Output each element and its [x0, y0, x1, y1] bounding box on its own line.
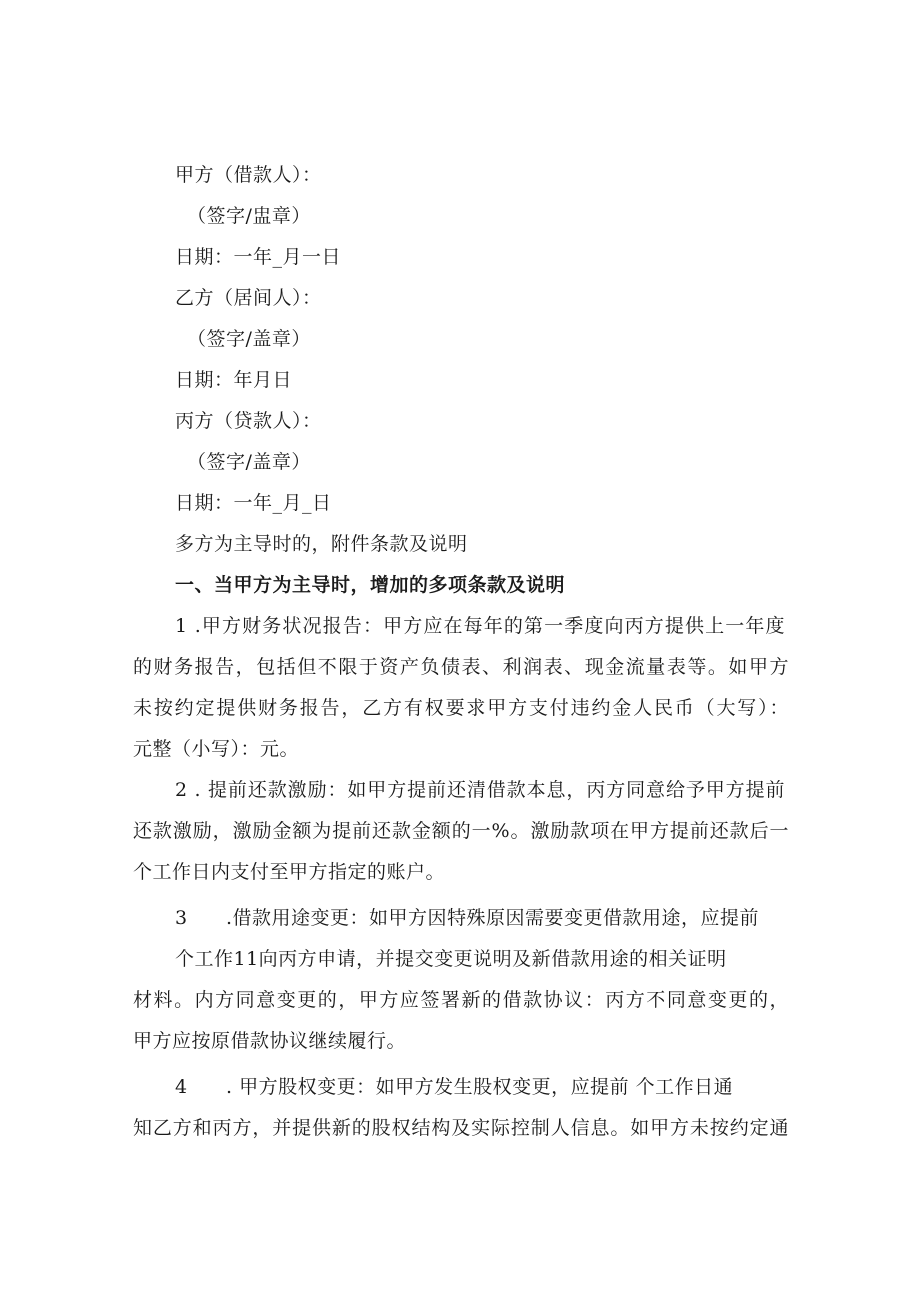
party-b-sign: （签字/盖章）: [187, 328, 311, 350]
clause-3-line-4: 甲方应按原借款协议继续履行。: [133, 1030, 407, 1052]
clause-1-line-4: 元整（小写）：元。: [133, 738, 300, 760]
clause-3-line-1: .借款用途变更：如甲方因特殊原因需要变更借款用途，应提前: [226, 907, 760, 929]
clause-3-number: 3: [175, 907, 188, 929]
party-a-date: 日期：一年_月一日: [175, 246, 342, 268]
clause-3-line-3: 材料。内方同意变更的，甲方应签署新的借款协议：丙方不同意变更的，: [133, 989, 789, 1011]
section-intro: 多方为主导时的，附件条款及说明: [175, 533, 468, 555]
party-c-date: 日期：一年_月_日: [175, 492, 332, 514]
clause-4-line-1: . 甲方股权变更：如甲方发生股权变更，应提前 个工作日通: [226, 1076, 734, 1098]
clause-4-number: 4: [175, 1076, 188, 1098]
clause-1-line-1: 1 .甲方财务状况报告：甲方应在每年的第一季度向丙方提供上一年度: [175, 615, 785, 637]
clause-4-line-2: 知乙方和丙方，并提供新的股权结构及实际控制人信息。如甲方未按约定通: [133, 1117, 789, 1139]
clause-3-line-2: 个工作11向丙方申请，并提交变更说明及新借款用途的相关证明: [175, 948, 727, 970]
party-c-label: 丙方（贷款人）：: [175, 410, 322, 432]
clause-1-line-3: 未按约定提供财务报告，乙方有权要求甲方支付违约金人民币（大写）：: [133, 697, 789, 719]
clause-2-line-1: 2 . 提前还款激励：如甲方提前还清借款本息，丙方同意给予甲方提前: [175, 779, 785, 801]
party-c-sign: （签字/盖章）: [187, 451, 311, 473]
party-a-sign: （签字/盅章）: [187, 205, 311, 227]
party-b-date: 日期：年月日: [175, 369, 293, 391]
clause-2-line-2: 还款激励，激励金额为提前还款金额的一%。激励款项在甲方提前还款后一: [133, 820, 789, 842]
party-b-label: 乙方（居间人）：: [175, 287, 322, 309]
party-a-label: 甲方（借款人）：: [175, 164, 322, 186]
clause-1-line-2: 的财务报告，包括但不限于资产负债表、利润表、现金流量表等。如甲方: [133, 656, 789, 678]
clause-2-line-3: 个工作日内支付至甲方指定的账户。: [133, 861, 446, 883]
section-heading: 一、当甲方为主导时，增加的多项条款及说明: [175, 574, 566, 596]
